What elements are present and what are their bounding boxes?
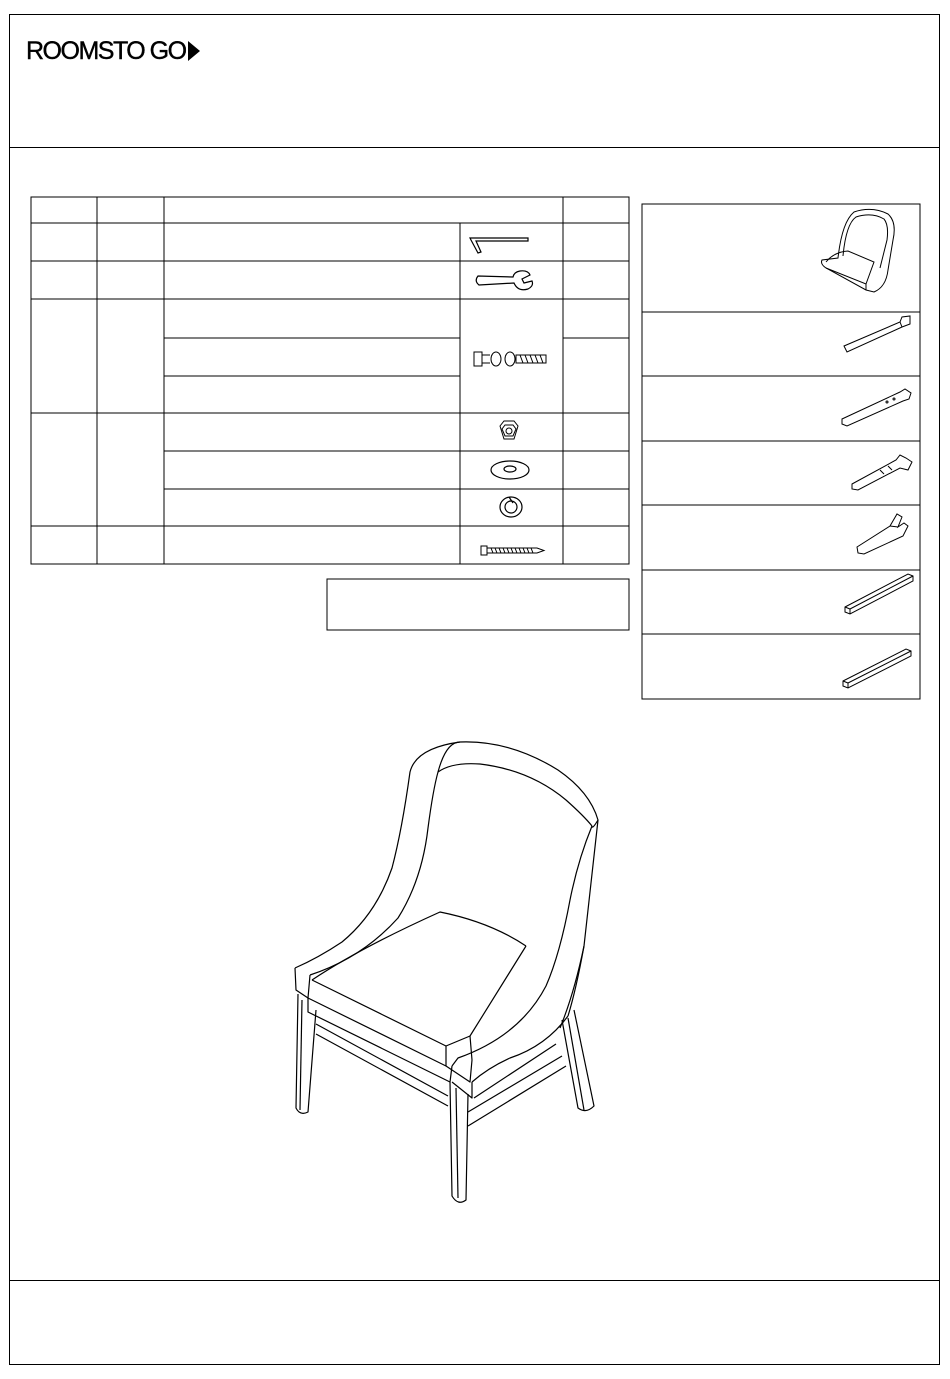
wood-screw-icon bbox=[481, 546, 544, 555]
flat-washer-icon bbox=[491, 461, 529, 479]
hardware-table bbox=[31, 197, 629, 564]
parts-list bbox=[642, 204, 920, 699]
front-leg-with-plate-icon bbox=[842, 389, 911, 426]
back-leg-icon bbox=[852, 455, 912, 490]
stretcher-rail-icon bbox=[845, 574, 913, 614]
bolt-washer-set-icon bbox=[474, 352, 546, 366]
front-leg-icon bbox=[844, 316, 910, 352]
assembled-chair-icon bbox=[295, 742, 598, 1202]
wrench-icon bbox=[476, 271, 532, 290]
chair-seat-icon bbox=[822, 209, 895, 292]
allen-key-icon bbox=[470, 238, 528, 253]
long-stretcher-rail-icon bbox=[843, 649, 911, 688]
lock-washer-icon bbox=[500, 497, 522, 517]
brand-logo-text: ROOMSTO GO bbox=[26, 37, 186, 65]
hex-nut-icon bbox=[500, 421, 518, 439]
note-box bbox=[327, 579, 629, 630]
back-leg-with-bracket-icon bbox=[857, 514, 908, 554]
